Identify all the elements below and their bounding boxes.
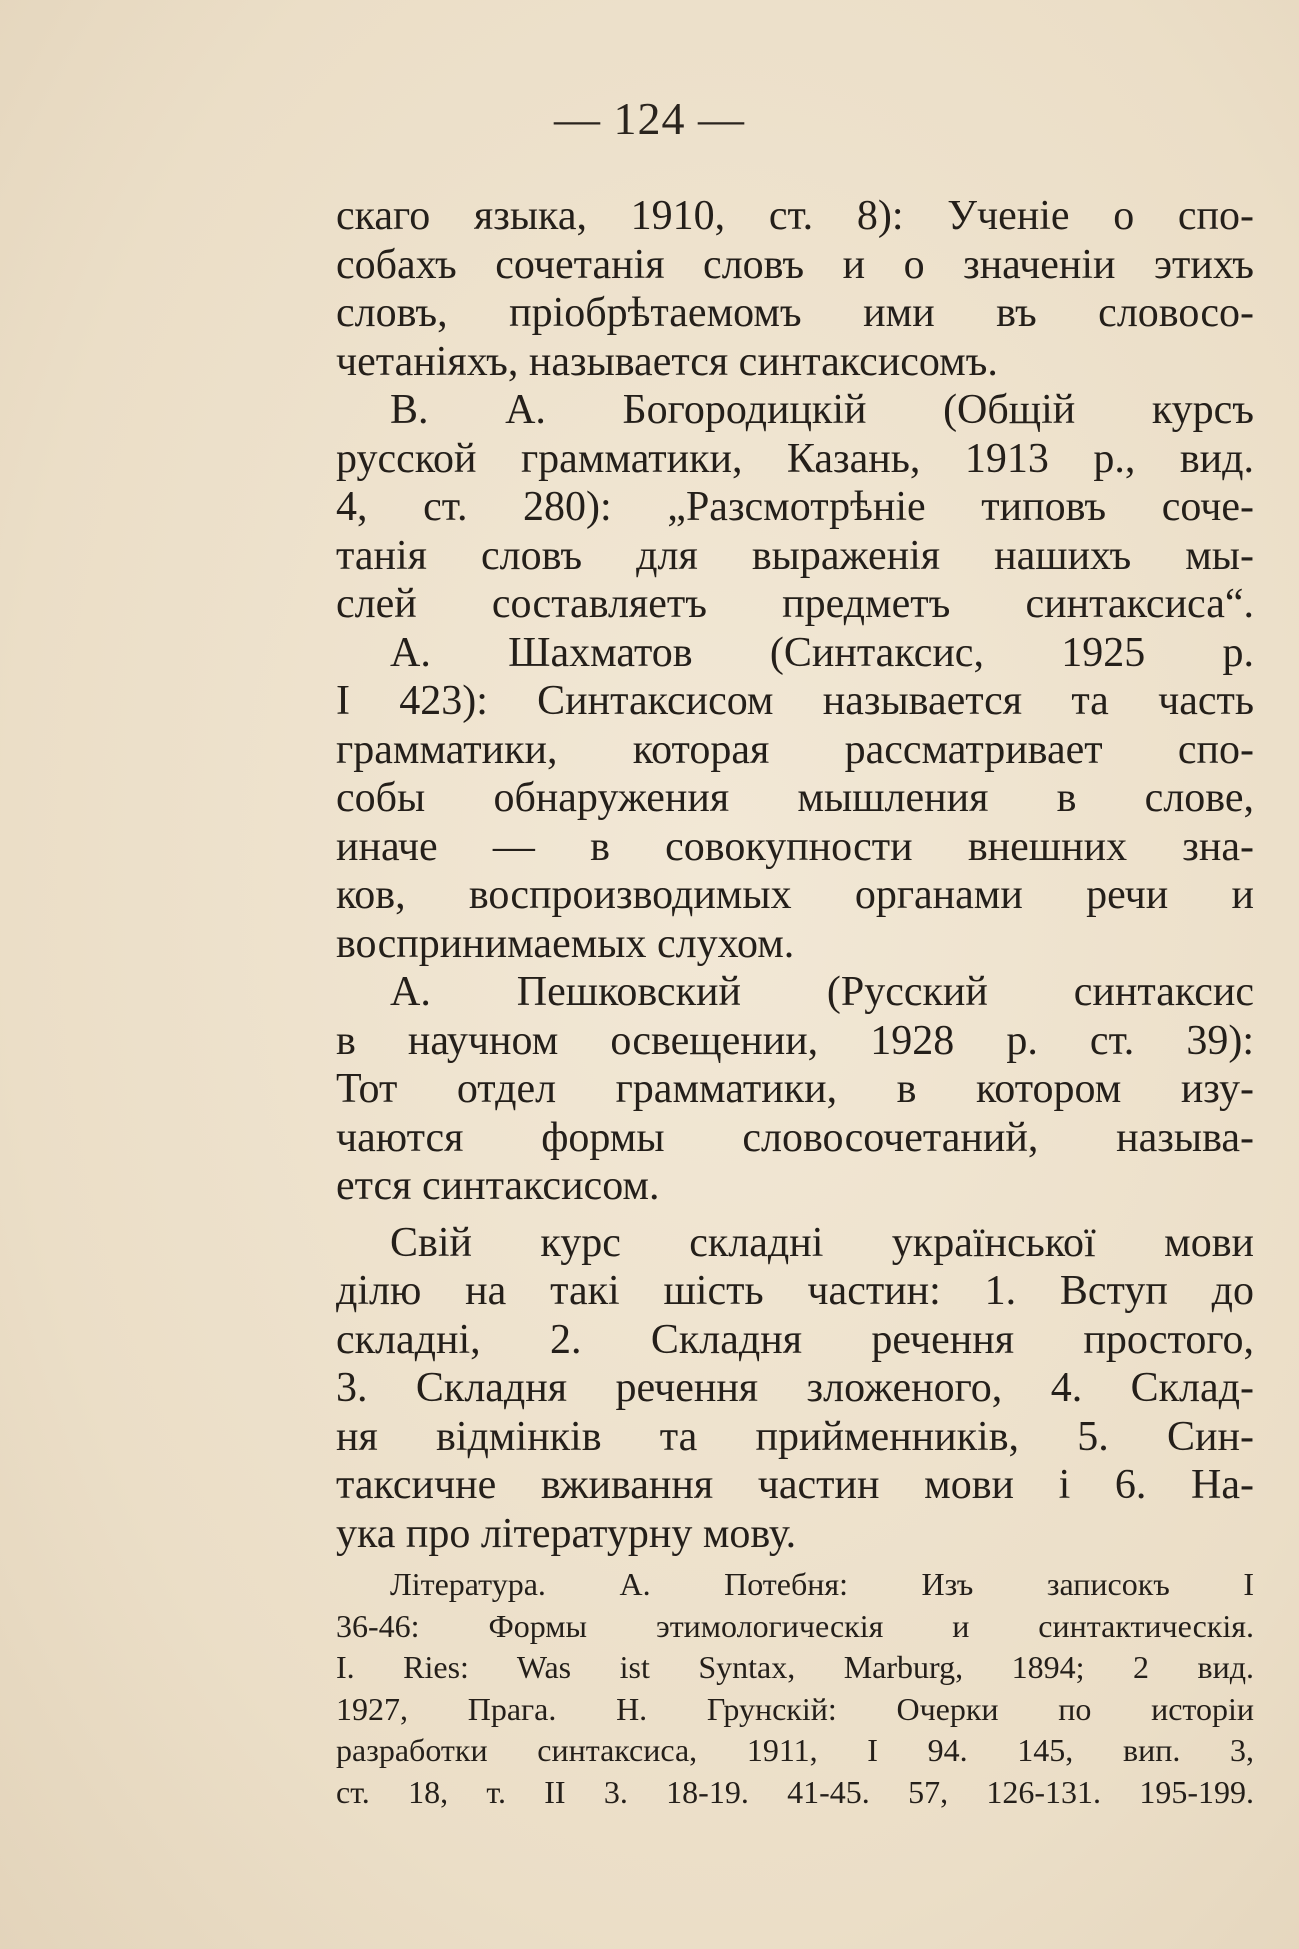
text-line: иначе — в совокупности внешних зна- [336,823,1254,870]
text-line: четаніяхъ, называется синтаксисомъ. [336,338,998,385]
text-line: В. А. Богородицкій (Общій курсъ [390,387,1254,433]
text-line: таксичне вживання частин мови і 6. На- [336,1462,1254,1508]
text-line: 4, ст. 280): „Разсмотрѣніе типовъ соче- [336,484,1254,530]
text-line: Тот отдел грамматики, в котором изу- [336,1066,1254,1112]
text-line: воспринимаемых слухом. [336,920,795,967]
literature-line: 1927, Прага. Н. Грунскій: Очерки по исторіи [336,1690,1254,1727]
text-line: русской грамматики, Казань, 1913 р., вид. [336,435,1254,482]
text-line: слей составляетъ предметъ синтаксиса“. [336,581,1254,627]
literature-line: 36-46: Формы этимологическія и синтактическія. [336,1607,1254,1644]
text-line: словъ, пріобрѣтаемомъ ими въ словосо- [336,290,1254,336]
text-line: ділю на такі шість частин: 1. Вступ до [336,1268,1254,1314]
main-text [336,192,1254,1813]
text-line: танія словъ для выраженія нашихъ мы- [336,532,1254,579]
text-line: I 423): Синтаксисом называется та часть [336,678,1254,724]
text-line: грамматики, которая рассматривает спо- [336,726,1254,773]
literature-line: разработки синтаксиса, 1911, I 94. 145, вип. 3, [336,1732,1254,1768]
text-line: ков, воспроизводимых органами речи и [336,872,1254,918]
text-line: ука про літературну мову. [336,1510,797,1557]
text-line: собахъ сочетанія словъ и о значеніи этихъ [336,241,1254,288]
text-line: собы обнаружения мышления в слове, [336,775,1254,821]
paragraph-gap [336,1211,1254,1219]
text-line: в научном освещении, 1928 р. ст. 39): [336,1017,1254,1064]
text-line: скаго языка, 1910, ст. 8): Ученіе о спо- [336,193,1254,239]
text-line: А. Шахматов (Синтаксис, 1925 р. [390,629,1254,676]
literature-line: I. Ries: Was ist Syntax, Marburg, 1894; 2 вид. [336,1649,1254,1685]
literature-line: ст. 18, т. II 3. 18-19. 41-45. 57, 126-131. 195-199. [336,1773,1254,1810]
text-line: складні, 2. Складня речення простого, [336,1316,1254,1363]
text-line: ня відмінків та прийменників, 5. Син- [336,1413,1254,1460]
text-line: ется синтаксисом. [336,1163,660,1209]
literature-section [336,1564,1254,1813]
text-line: чаются формы словосочетаний, называ- [336,1114,1254,1161]
text-line: Свій курс складні української мови [390,1219,1254,1266]
literature-line: Література. А. Потебня: Изъ записокъ I [390,1566,1254,1602]
page-number: — 124 — [554,93,745,144]
text-line: А. Пешковский (Русский синтаксис [390,969,1254,1015]
text-line: 3. Складня речення зложеного, 4. Склад- [336,1365,1254,1411]
